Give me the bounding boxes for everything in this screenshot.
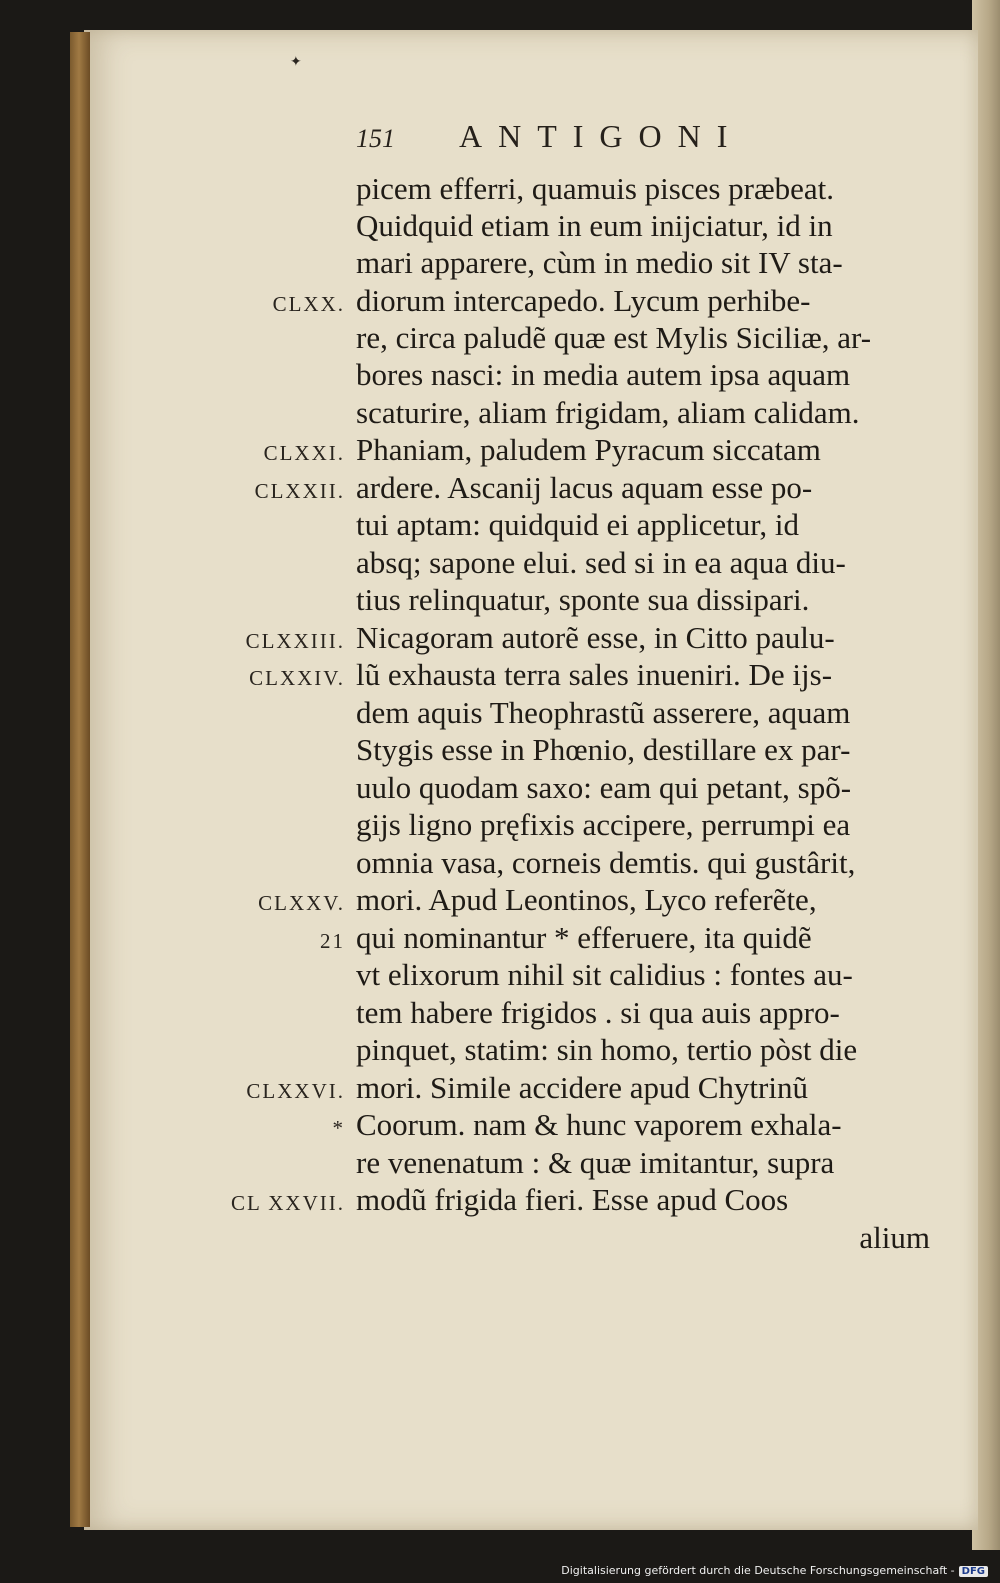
margin-note: CLXXIV.	[249, 666, 345, 690]
text-line: gijs ligno pręfixis accipere, perrumpi ea	[356, 807, 851, 842]
text-line: tius relinquatur, sponte sua dissipari.	[356, 582, 810, 617]
text-line: absq; sapone elui. sed si in ea aqua diu-	[356, 545, 846, 580]
margin-note: CLXXII.	[254, 479, 345, 503]
text-line: mori. Simile accidere apud Chytrinũ	[356, 1070, 808, 1105]
text-line: pinquet, statim: sin homo, tertio pòst die	[356, 1032, 858, 1067]
running-title: ANTIGONI	[459, 118, 744, 154]
text-line: modũ frigida fieri. Esse apud Coos	[356, 1182, 789, 1217]
book-spine-edge	[70, 32, 90, 1527]
text-line: re, circa paludẽ quæ est Mylis Siciliæ, ar-	[356, 320, 872, 355]
page-number: 151	[356, 124, 395, 153]
text-line: Quidquid etiam in eum inijciatur, id in	[356, 208, 833, 243]
page-header	[356, 118, 743, 155]
text-line: lũ exhausta terra sales inueniri. De ijs-	[356, 657, 833, 692]
text-line: uulo quodam saxo: eam qui petant, spõ-	[356, 770, 852, 805]
text-line: qui nominantur * efferuere, ita quidẽ	[356, 920, 812, 955]
text-line: tem habere frigidos . si qua auis appro-	[356, 995, 840, 1030]
funding-credit-text: Digitalisierung gefördert durch die Deutsche Forschungsgemeinschaft -	[561, 1564, 955, 1577]
margin-note: CLXXI.	[263, 441, 345, 465]
text-line: vt elixorum nihil sit calidius : fontes au-	[356, 957, 853, 992]
text-line: Coorum. nam & hunc vaporem exhala-	[356, 1107, 842, 1142]
text-line: tui aptam: quidquid ei applicetur, id	[356, 507, 799, 542]
text-line: mari apparere, cùm in medio sit IV sta-	[356, 245, 843, 280]
margin-note: *	[332, 1116, 345, 1140]
text-line: Nicagoram autorẽ esse, in Citto paulu-	[356, 620, 835, 655]
text-line: scaturire, aliam frigidam, aliam calidam.	[356, 395, 860, 430]
text-line: diorum intercapedo. Lycum perhibe-	[356, 283, 811, 318]
text-line: re venenatum : & quæ imitantur, supra	[356, 1145, 835, 1180]
text-line: dem aquis Theophrastũ asserere, aquam	[356, 695, 851, 730]
dfg-logo: DFG	[959, 1566, 988, 1577]
text-line: ardere. Ascanij lacus aquam esse po-	[356, 470, 813, 505]
margin-note: 21	[320, 929, 345, 953]
margin-note: CLXXV.	[258, 891, 345, 915]
catchword: alium	[859, 1220, 930, 1255]
margin-note: CLXXIII.	[245, 629, 345, 653]
text-line: bores nasci: in media autem ipsa aquam	[356, 357, 851, 392]
text-line: Phaniam, paludem Pyracum siccatam	[356, 432, 821, 467]
text-line: mori. Apud Leontinos, Lyco referẽte,	[356, 882, 817, 917]
text-line: Stygis esse in Phœnio, destillare ex par-	[356, 732, 851, 767]
margin-note: CL XXVII.	[230, 1191, 345, 1215]
text-line: picem efferri, quamuis pisces præbeat.	[356, 171, 835, 206]
margin-note: CLXX.	[272, 292, 345, 316]
margin-note: CLXXVI.	[246, 1079, 345, 1103]
printer-mark: ✦	[290, 54, 302, 70]
text-line: omnia vasa, corneis demtis. qui gustârit,	[356, 845, 856, 880]
funding-credit	[561, 1564, 988, 1577]
